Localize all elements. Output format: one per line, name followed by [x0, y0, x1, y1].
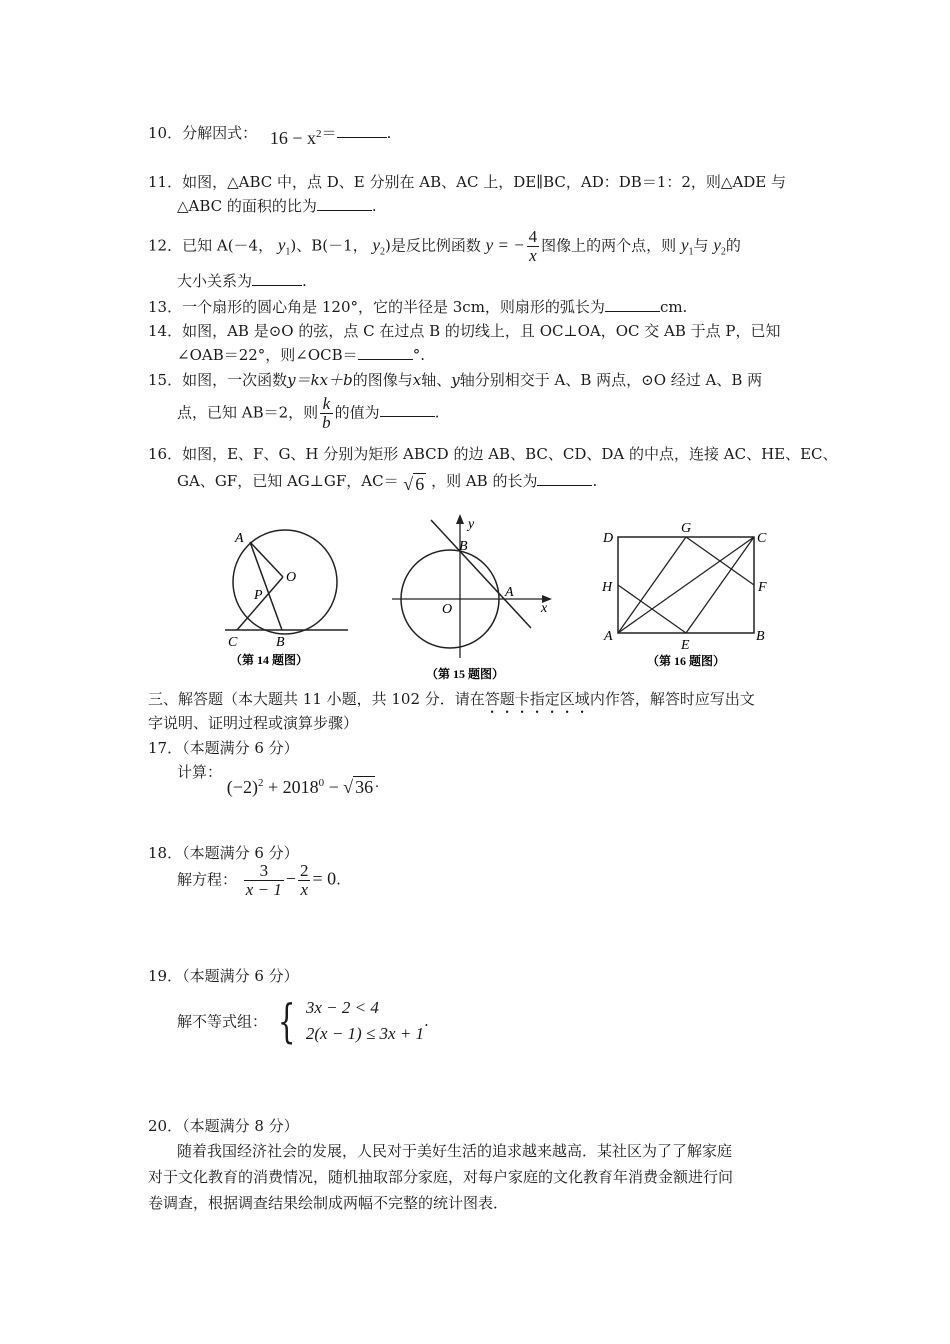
fig15-label-B: B [459, 539, 468, 554]
question-16-line2: GA、GF，已知 AG⊥GF，AC＝ √ 6 ，则 AB 的长为 . [177, 472, 598, 494]
figure-16 [595, 520, 775, 670]
fig16-label-C: C [757, 531, 767, 546]
fig14-label-C: C [228, 635, 238, 650]
section-3-heading: 三、解答题（本大题共 11 小题，共 102 分．请在答题卡指定区域内作答，解答时应写出文 [148, 690, 755, 708]
fig14-label-B: B [276, 635, 285, 650]
question-20-heading: 20．（本题满分 8 分） [148, 1117, 299, 1135]
question-10: 10．分解因式： $16 - x^2=$ . [148, 124, 392, 148]
fig14-label-A: A [235, 531, 244, 546]
answer-blank [358, 345, 413, 360]
question-20-line2: 对于文化教育的消费情况，随机抽取部分家庭，对每户家庭的文化教育年消费金额进行问 [148, 1168, 734, 1186]
fig16-EC [686, 537, 754, 633]
question-18-body: 解方程： $\frac{3}{x - 1}$ − $\frac{2}{x}$ = 0. [177, 861, 341, 899]
fig14-caption: （第 14 题图） [230, 653, 309, 667]
answer-blank [337, 123, 387, 138]
question-17-heading: 17．（本题满分 6 分） [148, 739, 299, 757]
q17-expression: $(-2)^2 + 2018^0$ − √ 36 [226, 777, 374, 797]
question-19-heading: 19．（本题满分 6 分） [148, 967, 299, 985]
answer-blank [537, 471, 592, 486]
fig15-label-O: O [442, 602, 453, 617]
fig14-OA [250, 542, 283, 577]
figure-15 [388, 508, 558, 683]
question-13: 13．一个扇形的圆心角是 120°，它的半径是 3cm，则扇形的弧长为 cm. [148, 298, 688, 316]
question-15-line2: 点，已知 AB＝2，则 $\frac{k}{b}$ 的值为 . [177, 394, 440, 432]
fig15-label-x: x [541, 601, 548, 616]
q18-fraction-1: $\frac{3}{x - 1}$ [245, 861, 282, 899]
fig16-GA [618, 537, 686, 633]
fig14-OC [237, 577, 283, 630]
figure-14 [220, 525, 350, 670]
fig16-label-F: F [758, 580, 767, 595]
answer-blank [380, 402, 435, 417]
q10-expression: $16 - x^2$ [269, 128, 322, 148]
question-19-body: 解不等式组： { 3x − 2 < 4 2(x − 1) ≤ 3x + 1 . [177, 994, 429, 1048]
fig16-caption: （第 16 题图） [647, 654, 726, 668]
fig16-label-D: D [603, 531, 614, 546]
fig16-label-G: G [681, 521, 692, 536]
answer-blank [605, 297, 660, 312]
system-brace: { [277, 994, 296, 1048]
fig14-chord-AB [250, 542, 282, 630]
fig16-label-A: A [604, 629, 613, 644]
answer-blank [317, 196, 372, 211]
question-12: 12．已知 A(－4， $y_1$)、B(－1， $y_2$)是反比例函数 y = − $\frac{4}{x}$ 图像上的两个点，则 $y_1$与 $y_2$的 [148, 227, 741, 265]
question-12-line2: 大小关系为 . [177, 272, 307, 290]
fig15-caption: （第 15 题图） [426, 667, 505, 681]
question-16: 16．如图，E、F、G、H 分别为矩形 ABCD 的边 AB、BC、CD、DA 的中点，连接 AC、HE、EC、 [148, 445, 838, 463]
fig15-label-y: y [468, 517, 475, 532]
fig16-AC [618, 537, 754, 633]
sqrt-6: √ 6 [403, 474, 425, 494]
question-20-line3: 卷调查，根据调查结果绘制成两幅不完整的统计图表． [148, 1194, 509, 1212]
fig15-label-A: A [505, 585, 514, 600]
q15-fraction: $\frac{k}{b}$ [322, 394, 331, 432]
q12-fraction: $\frac{4}{x}$ [528, 227, 538, 265]
question-14: 14．如图，AB 是⊙O 的弦，点 C 在过点 B 的切线上，且 OC⊥OA，OC 交 AB 于点 P，已知 [148, 322, 781, 340]
fig16-label-E: E [681, 638, 690, 653]
q18-fraction-2: $\frac{2}{x}$ [299, 861, 309, 899]
fig14-circle [233, 530, 337, 634]
question-11: 11．如图，△ABC 中，点 D、E 分别在 AB、AC 上，DE∥BC，AD：DB＝1：2，则△ADE 与 [148, 173, 787, 191]
question-11-line2: △ABC 的面积的比为 . [177, 197, 377, 215]
question-15: 15．如图，一次函数y＝kx＋b的图像与x轴、y轴分别相交于 A、B 两点，⊙O 经过 A、B 两 [148, 371, 763, 389]
fig14-label-O: O [286, 570, 297, 585]
fig14-label-P: P [254, 588, 263, 603]
section-3-heading-line2: 字说明、证明过程或演算步骤） [148, 714, 359, 732]
question-17-body: 计算： $(-2)^2 + 2018^0$ − √ 36 . [177, 763, 379, 797]
answer-blank [252, 271, 302, 286]
question-20-line1: 随着我国经济社会的发展，人民对于美好生活的追求越来越高．某社区为了了解家庭 [177, 1142, 733, 1160]
fig16-label-B: B [756, 629, 765, 644]
question-18-heading: 18．（本题满分 6 分） [148, 844, 299, 862]
question-14-line2: ∠OAB＝22°，则∠OCB＝ °. [177, 346, 425, 364]
inequality-system: 3x − 2 < 4 2(x − 1) ≤ 3x + 1 [305, 998, 425, 1043]
fig15-y-arrow [456, 514, 464, 524]
fig16-label-H: H [602, 580, 613, 595]
